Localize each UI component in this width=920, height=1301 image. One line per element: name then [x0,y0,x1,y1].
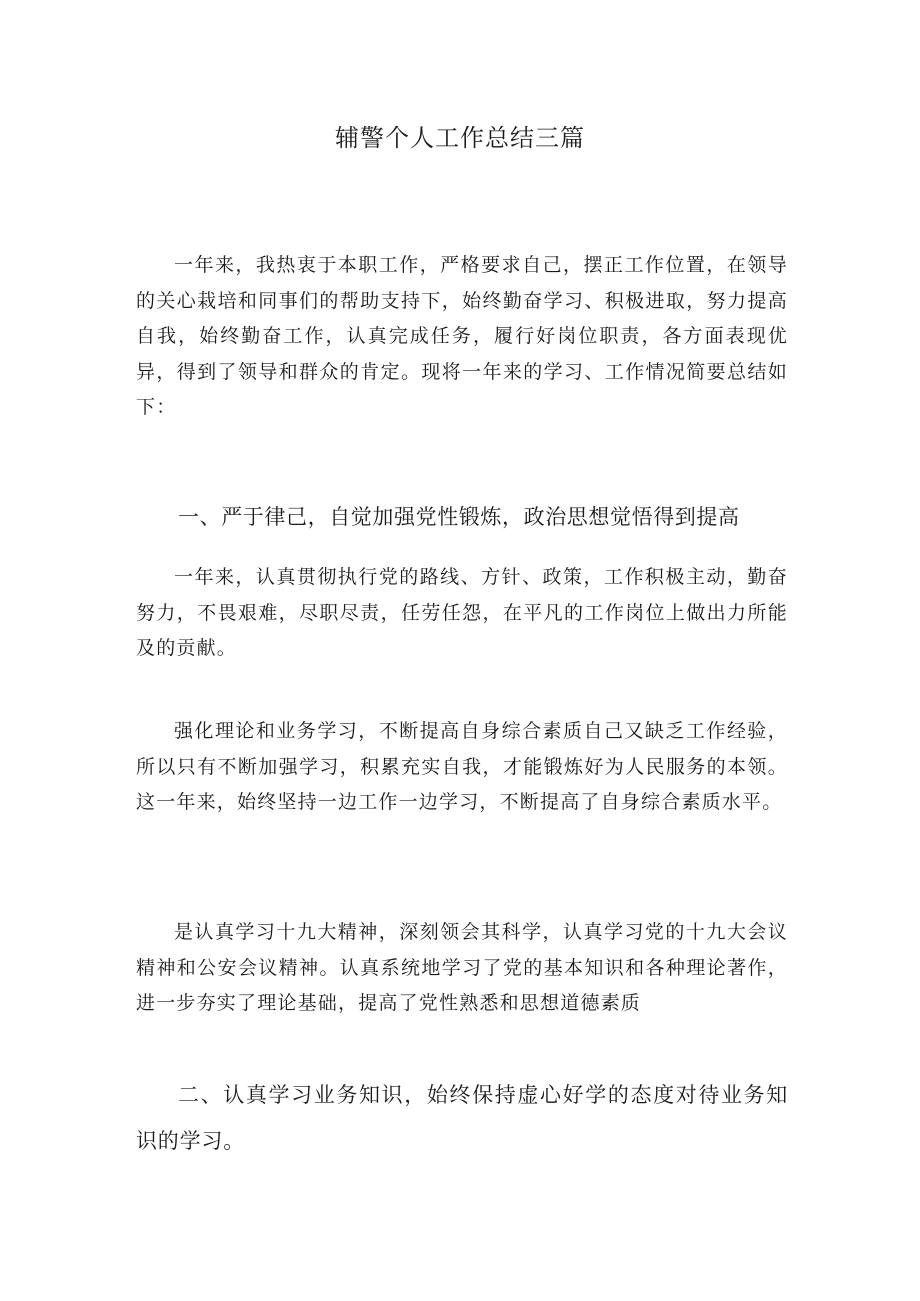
section-1-paragraph-1: 一年来，认真贯彻执行党的路线、方针、政策，工作积极主动，勤奋努力，不畏艰难，尽职尽责，任劳任怨，在平凡的工作岗位上做出力所能及的贡献。 [136,566,788,659]
section-1-paragraph-3: 是认真学习十九大精神，深刻领会其科学，认真学习党的十九大会议精神和公安会议精神。认真系统地学习了党的基本知识和各种理论著作，进一步夯实了理论基础，提高了党性熟悉和思想道德素质 [136,921,788,1014]
section-2-heading: 二、认真学习业务知识，始终保持虚心好学的态度对待业务知识的学习。 [136,1083,788,1153]
section-1-paragraph-2: 强化理论和业务学习，不断提高自身综合素质自己又缺乏工作经验，所以只有不断加强学习，积累充实自我，才能锻炼好为人民服务的本领。这一年来，始终坚持一边工作一边学习，不断提高了自身综合素质水平。 [136,720,788,813]
intro-paragraph: 一年来，我热衷于本职工作，严格要求自己，摆正工作位置，在领导的关心栽培和同事们的帮助支持下，始终勤奋学习、积极进取，努力提高自我，始终勤奋工作，认真完成任务，履行好岗位职责，各方面表现优异，得到了领导和群众的肯定。现将一年来的学习、工作情况简要总结如下： [136,254,788,418]
section-1-heading: 一、严于律己，自觉加强党性锻炼，政治思想觉悟得到提高 [178,505,740,529]
document-title: 辅警个人工作总结三篇 [335,124,585,152]
